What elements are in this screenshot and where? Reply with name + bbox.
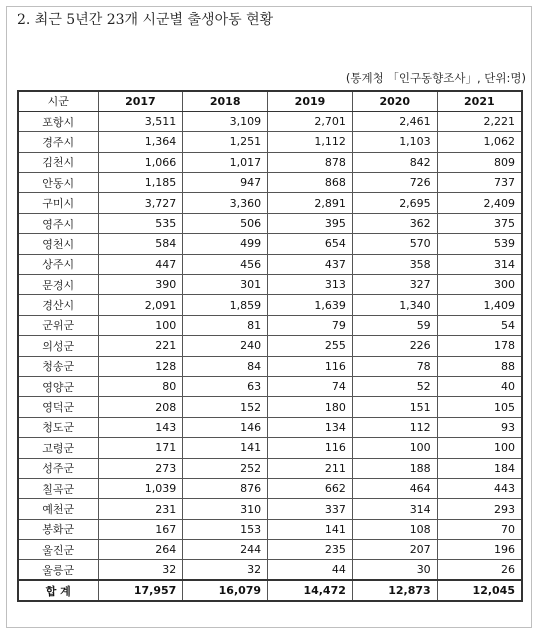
column-header: 2018 <box>183 91 268 111</box>
count-cell: 654 <box>268 234 353 254</box>
count-cell: 84 <box>183 356 268 376</box>
count-cell: 52 <box>352 376 437 396</box>
table-row <box>18 295 522 315</box>
count-cell: 1,639 <box>268 295 353 315</box>
count-cell: 14,472 <box>268 580 353 600</box>
count-cell: 876 <box>183 478 268 498</box>
column-header: 2019 <box>268 91 353 111</box>
count-cell: 100 <box>352 438 437 458</box>
count-cell: 100 <box>98 315 183 335</box>
count-cell: 17,957 <box>98 580 183 600</box>
count-cell: 178 <box>437 336 522 356</box>
count-cell: 244 <box>183 540 268 560</box>
count-cell: 2,221 <box>437 111 522 131</box>
count-cell: 584 <box>98 234 183 254</box>
region-cell: 청송군 <box>18 356 98 376</box>
count-cell: 196 <box>437 540 522 560</box>
count-cell: 116 <box>268 438 353 458</box>
column-header: 2017 <box>98 91 183 111</box>
table-row <box>18 499 522 519</box>
region-cell: 군위군 <box>18 315 98 335</box>
count-cell: 116 <box>268 356 353 376</box>
count-cell: 141 <box>183 438 268 458</box>
table-row <box>18 152 522 172</box>
count-cell: 63 <box>183 376 268 396</box>
source-note: (통계청 「인구동향조사」, 단위:명) <box>345 71 526 85</box>
count-cell: 211 <box>268 458 353 478</box>
table-row <box>18 356 522 376</box>
count-cell: 3,511 <box>98 111 183 131</box>
count-cell: 79 <box>268 315 353 335</box>
column-header: 2020 <box>352 91 437 111</box>
page-title: 2. 최근 5년간 23개 시군별 출생아동 현황 <box>17 12 274 28</box>
count-cell: 252 <box>183 458 268 478</box>
count-cell: 235 <box>268 540 353 560</box>
count-cell: 310 <box>183 499 268 519</box>
count-cell: 207 <box>352 540 437 560</box>
count-cell: 737 <box>437 173 522 193</box>
count-cell: 40 <box>437 376 522 396</box>
count-cell: 1,364 <box>98 132 183 152</box>
count-cell: 327 <box>352 275 437 295</box>
region-cell: 안동시 <box>18 173 98 193</box>
count-cell: 74 <box>268 376 353 396</box>
region-cell: 영주시 <box>18 213 98 233</box>
births-table <box>17 90 523 602</box>
count-cell: 1,340 <box>352 295 437 315</box>
count-cell: 188 <box>352 458 437 478</box>
count-cell: 30 <box>352 560 437 580</box>
count-cell: 143 <box>98 417 183 437</box>
region-cell: 영양군 <box>18 376 98 396</box>
count-cell: 12,873 <box>352 580 437 600</box>
region-cell: 성주군 <box>18 458 98 478</box>
region-cell: 영천시 <box>18 234 98 254</box>
count-cell: 1,062 <box>437 132 522 152</box>
count-cell: 390 <box>98 275 183 295</box>
count-cell: 112 <box>352 417 437 437</box>
count-cell: 301 <box>183 275 268 295</box>
count-cell: 108 <box>352 519 437 539</box>
count-cell: 32 <box>98 560 183 580</box>
count-cell: 2,891 <box>268 193 353 213</box>
count-cell: 146 <box>183 417 268 437</box>
count-cell: 300 <box>437 275 522 295</box>
count-cell: 570 <box>352 234 437 254</box>
count-cell: 105 <box>437 397 522 417</box>
count-cell: 539 <box>437 234 522 254</box>
count-cell: 26 <box>437 560 522 580</box>
count-cell: 1,066 <box>98 152 183 172</box>
region-cell: 칠곡군 <box>18 478 98 498</box>
region-cell: 경산시 <box>18 295 98 315</box>
count-cell: 337 <box>268 499 353 519</box>
count-cell: 44 <box>268 560 353 580</box>
count-cell: 153 <box>183 519 268 539</box>
count-cell: 2,091 <box>98 295 183 315</box>
count-cell: 3,727 <box>98 193 183 213</box>
count-cell: 1,039 <box>98 478 183 498</box>
count-cell: 88 <box>437 356 522 376</box>
count-cell: 141 <box>268 519 353 539</box>
count-cell: 2,461 <box>352 111 437 131</box>
count-cell: 12,045 <box>437 580 522 600</box>
table-row <box>18 254 522 274</box>
table-header-row <box>18 91 522 111</box>
table-row <box>18 458 522 478</box>
count-cell: 226 <box>352 336 437 356</box>
count-cell: 868 <box>268 173 353 193</box>
count-cell: 443 <box>437 478 522 498</box>
count-cell: 395 <box>268 213 353 233</box>
region-cell: 김천시 <box>18 152 98 172</box>
count-cell: 273 <box>98 458 183 478</box>
count-cell: 1,409 <box>437 295 522 315</box>
count-cell: 2,409 <box>437 193 522 213</box>
table-row <box>18 376 522 396</box>
region-cell: 영덕군 <box>18 397 98 417</box>
table-row <box>18 519 522 539</box>
count-cell: 54 <box>437 315 522 335</box>
region-cell: 고령군 <box>18 438 98 458</box>
count-cell: 1,185 <box>98 173 183 193</box>
table-row <box>18 417 522 437</box>
table-row <box>18 275 522 295</box>
column-header: 2021 <box>437 91 522 111</box>
count-cell: 32 <box>183 560 268 580</box>
table-row <box>18 193 522 213</box>
count-cell: 3,109 <box>183 111 268 131</box>
count-cell: 184 <box>437 458 522 478</box>
table-row <box>18 560 522 580</box>
table-row <box>18 397 522 417</box>
count-cell: 171 <box>98 438 183 458</box>
count-cell: 1,103 <box>352 132 437 152</box>
table-row <box>18 438 522 458</box>
count-cell: 314 <box>437 254 522 274</box>
count-cell: 662 <box>268 478 353 498</box>
count-cell: 81 <box>183 315 268 335</box>
count-cell: 1,112 <box>268 132 353 152</box>
table-row <box>18 173 522 193</box>
count-cell: 2,695 <box>352 193 437 213</box>
count-cell: 167 <box>98 519 183 539</box>
count-cell: 506 <box>183 213 268 233</box>
count-cell: 3,360 <box>183 193 268 213</box>
region-cell: 의성군 <box>18 336 98 356</box>
table-row <box>18 540 522 560</box>
count-cell: 152 <box>183 397 268 417</box>
count-cell: 878 <box>268 152 353 172</box>
count-cell: 134 <box>268 417 353 437</box>
count-cell: 1,859 <box>183 295 268 315</box>
count-cell: 375 <box>437 213 522 233</box>
table-row <box>18 132 522 152</box>
table-row <box>18 336 522 356</box>
region-cell: 구미시 <box>18 193 98 213</box>
count-cell: 100 <box>437 438 522 458</box>
count-cell: 70 <box>437 519 522 539</box>
table-row <box>18 478 522 498</box>
region-cell: 경주시 <box>18 132 98 152</box>
count-cell: 180 <box>268 397 353 417</box>
count-cell: 59 <box>352 315 437 335</box>
region-cell: 청도군 <box>18 417 98 437</box>
count-cell: 1,251 <box>183 132 268 152</box>
count-cell: 314 <box>352 499 437 519</box>
total-row <box>18 580 522 600</box>
count-cell: 93 <box>437 417 522 437</box>
count-cell: 358 <box>352 254 437 274</box>
count-cell: 726 <box>352 173 437 193</box>
region-cell: 합 계 <box>18 580 98 600</box>
count-cell: 240 <box>183 336 268 356</box>
count-cell: 231 <box>98 499 183 519</box>
count-cell: 80 <box>98 376 183 396</box>
region-cell: 상주시 <box>18 254 98 274</box>
count-cell: 456 <box>183 254 268 274</box>
table-body <box>18 111 522 600</box>
count-cell: 128 <box>98 356 183 376</box>
count-cell: 499 <box>183 234 268 254</box>
region-cell: 포항시 <box>18 111 98 131</box>
count-cell: 809 <box>437 152 522 172</box>
count-cell: 437 <box>268 254 353 274</box>
count-cell: 842 <box>352 152 437 172</box>
table-row <box>18 111 522 131</box>
region-cell: 울릉군 <box>18 560 98 580</box>
region-cell: 울진군 <box>18 540 98 560</box>
region-cell: 예천군 <box>18 499 98 519</box>
table-row <box>18 315 522 335</box>
table-row <box>18 213 522 233</box>
count-cell: 208 <box>98 397 183 417</box>
count-cell: 447 <box>98 254 183 274</box>
count-cell: 221 <box>98 336 183 356</box>
region-cell: 봉화군 <box>18 519 98 539</box>
count-cell: 264 <box>98 540 183 560</box>
region-cell: 문경시 <box>18 275 98 295</box>
count-cell: 1,017 <box>183 152 268 172</box>
table-row <box>18 234 522 254</box>
count-cell: 255 <box>268 336 353 356</box>
count-cell: 16,079 <box>183 580 268 600</box>
count-cell: 464 <box>352 478 437 498</box>
count-cell: 293 <box>437 499 522 519</box>
count-cell: 313 <box>268 275 353 295</box>
count-cell: 362 <box>352 213 437 233</box>
count-cell: 535 <box>98 213 183 233</box>
count-cell: 2,701 <box>268 111 353 131</box>
column-header: 시군 <box>18 91 98 111</box>
count-cell: 78 <box>352 356 437 376</box>
count-cell: 151 <box>352 397 437 417</box>
count-cell: 947 <box>183 173 268 193</box>
